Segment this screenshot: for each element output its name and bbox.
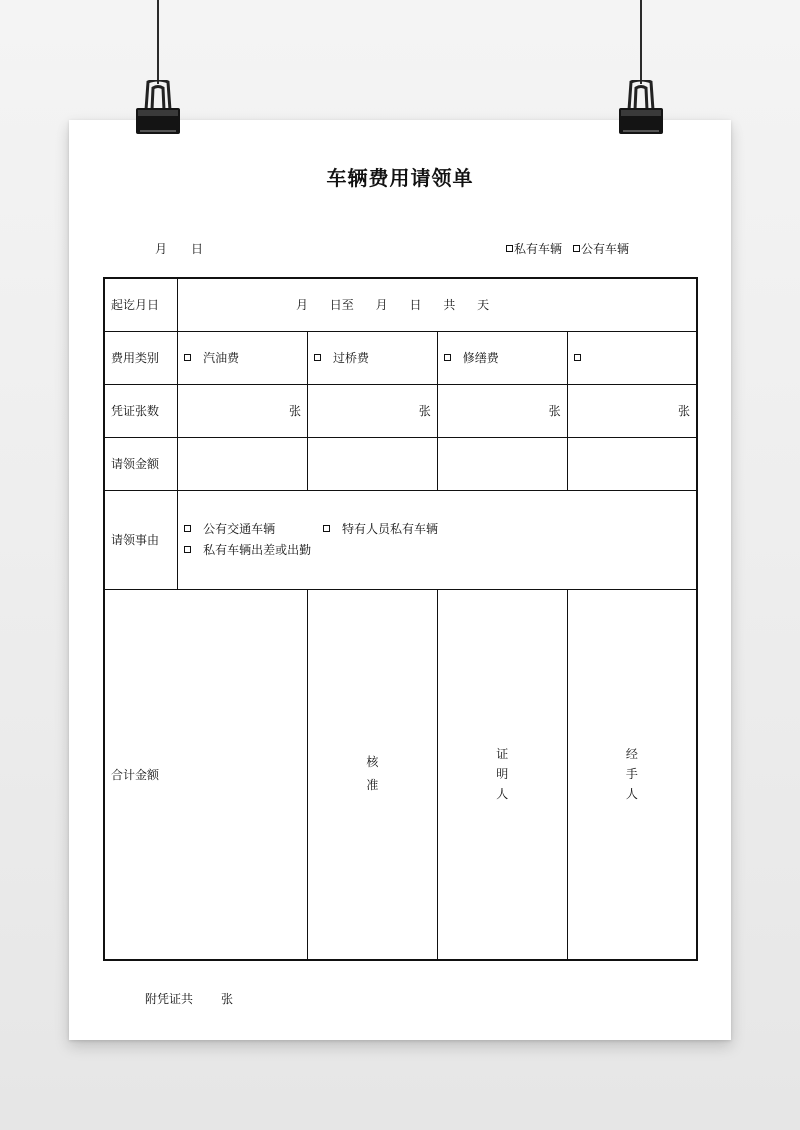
hanging-wire-left: [157, 0, 159, 84]
row-label: 起讫月日: [104, 278, 178, 331]
checkbox-icon[interactable]: [573, 245, 580, 252]
form-paper: [69, 120, 731, 1040]
binder-clip-left-icon: [134, 80, 182, 136]
approve-char: 核: [366, 755, 379, 770]
witness-char: 人: [496, 787, 509, 802]
date-range-part: 共: [443, 298, 456, 313]
category-option-other[interactable]: [567, 331, 697, 384]
witness-cell[interactable]: [437, 589, 567, 960]
row-label: 费用类别: [104, 331, 178, 384]
row-label: 请领事由: [104, 490, 178, 589]
unit-label: 张: [548, 404, 561, 418]
checkbox-icon[interactable]: [444, 354, 451, 361]
category-option-toll[interactable]: [307, 331, 437, 384]
date-range-part: 天: [477, 298, 490, 313]
attachment-unit: 张: [221, 992, 234, 1006]
category-label: 汽油费: [203, 351, 240, 365]
vehicle-private-label: 私有车辆: [514, 242, 563, 256]
checkbox-icon[interactable]: [574, 354, 581, 361]
row-total: [104, 589, 697, 960]
row-label: 凭证张数: [104, 384, 178, 437]
handler-char: 手: [625, 767, 638, 782]
amount-cell[interactable]: [307, 437, 437, 490]
row-expense-category: [104, 331, 697, 384]
row-voucher-count: [104, 384, 697, 437]
reason-label: 公有交通车辆: [203, 521, 276, 536]
date-range-part: 月: [295, 298, 308, 313]
reason-option-private-trip[interactable]: [184, 540, 311, 561]
vehicle-type-public[interactable]: [573, 240, 629, 257]
unit-label: 张: [418, 404, 431, 418]
unit-label: 张: [677, 404, 690, 418]
date-range-part: 月: [375, 298, 388, 313]
reason-options: [178, 490, 697, 589]
hanging-wire-right: [640, 0, 642, 84]
handler-cell[interactable]: [567, 589, 697, 960]
witness-char: 证: [496, 747, 509, 762]
checkbox-icon[interactable]: [314, 354, 321, 361]
attachment-label: 附凭证共: [145, 992, 194, 1006]
date-range-part: 日: [409, 298, 422, 313]
handler-char: 人: [625, 787, 638, 802]
approve-char: 准: [366, 778, 379, 793]
voucher-count-cell[interactable]: [437, 384, 567, 437]
date-range-part: 日至: [329, 298, 354, 313]
handler-char: 经: [625, 747, 638, 762]
date-month-label: 月: [155, 242, 168, 256]
category-option-fuel[interactable]: [178, 331, 308, 384]
vehicle-public-label: 公有车辆: [581, 242, 630, 256]
category-label: 修缮费: [462, 351, 499, 365]
amount-cell[interactable]: [437, 437, 567, 490]
checkbox-icon[interactable]: [184, 546, 191, 553]
checkbox-icon[interactable]: [506, 245, 513, 252]
reason-label: 特有人员私有车辆: [341, 521, 438, 536]
unit-label: 张: [288, 404, 301, 418]
amount-cell[interactable]: [567, 437, 697, 490]
form-title: 车辆费用请领单: [326, 166, 474, 190]
row-label: 请领金额: [104, 437, 178, 490]
reason-option-special-private[interactable]: [323, 519, 438, 540]
voucher-count-cell[interactable]: [178, 384, 308, 437]
date-range-field[interactable]: [178, 278, 697, 331]
binder-clip-right-icon: [617, 80, 665, 136]
approve-cell[interactable]: [307, 589, 437, 960]
amount-cell[interactable]: [178, 437, 308, 490]
checkbox-icon[interactable]: [184, 525, 191, 532]
witness-char: 明: [496, 767, 509, 782]
expense-form-table: [103, 277, 698, 961]
row-request-amount: [104, 437, 697, 490]
category-option-repair[interactable]: [437, 331, 567, 384]
voucher-count-cell[interactable]: [567, 384, 697, 437]
total-amount-cell[interactable]: [104, 589, 307, 960]
checkbox-icon[interactable]: [184, 354, 191, 361]
reason-option-public-vehicle[interactable]: [184, 519, 275, 540]
row-date-range: [104, 278, 697, 331]
vehicle-type-private[interactable]: [506, 240, 562, 257]
checkbox-icon[interactable]: [323, 525, 330, 532]
reason-label: 私有车辆出差或出勤: [203, 542, 312, 557]
row-label: 合计金额: [111, 767, 160, 782]
category-label: 过桥费: [332, 351, 369, 365]
voucher-count-cell[interactable]: [307, 384, 437, 437]
date-day-label: 日: [191, 242, 204, 256]
row-reason: [104, 490, 697, 589]
